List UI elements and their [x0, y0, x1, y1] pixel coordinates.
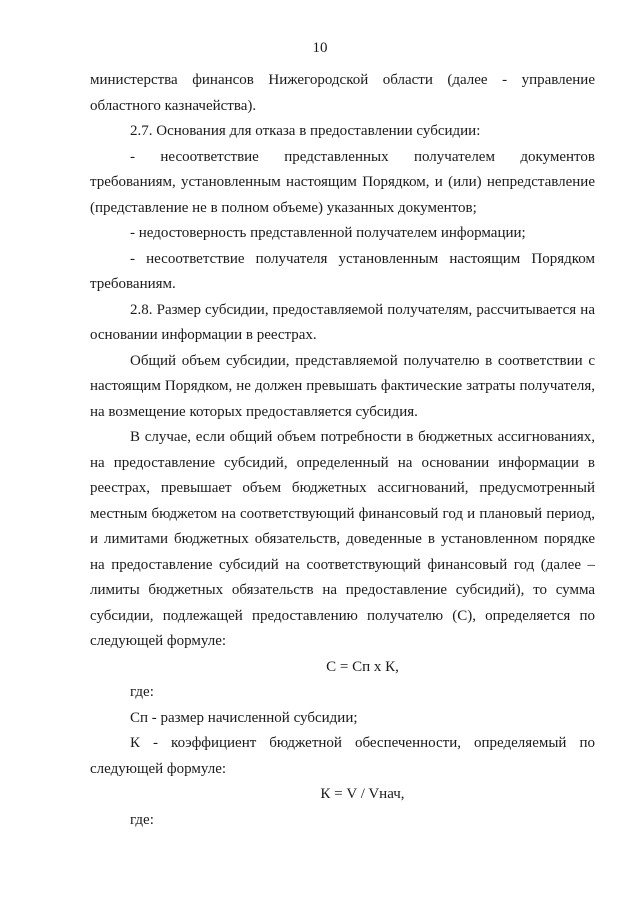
- paragraph-treasury-continuation: министерства финансов Нижегородской области (далее - управление областного казначейства).: [90, 72, 595, 114]
- formula-subsidy: С = Сп х К,: [326, 658, 399, 675]
- document-body: [90, 68, 595, 833]
- paragraph-refusal-noncompliance: - несоответствие получателя установленным настоящим Порядком требованиям.: [90, 250, 595, 292]
- paragraph-2-7-heading: 2.7. Основания для отказа в предоставлении субсидии:: [130, 123, 481, 139]
- paragraph-total-subsidy-limit: Общий объем субсидии, представляемой получателю в соответствии с настоящим Порядком, не должен превышать фактические затраты получателя, на возмещение которых предоставляется субсидия.: [90, 352, 595, 420]
- paragraph-budget-shortfall: В случае, если общий объем потребности в бюджетных ассигнованиях, на предоставление субсидий, определенный на основании информации в реестрах, превышает объем бюджетных ассигнований, предусмотренный местным бюджетом на соответствующий финансовый год и плановый период, и лимитами бюджетных обязательств, доведенные в установленном порядке на предоставление субсидий на соответствующий финансовый год (далее – лимиты бюджетных обязательств на предоставление субсидий), то сумма субсидии, подлежащей предоставлению получателю (С), определяется по следующей формуле:: [90, 429, 595, 649]
- paragraph-2-8-subsidy-size: 2.8. Размер субсидии, предоставляемой получателям, рассчитывается на основании информации в реестрах.: [90, 301, 595, 343]
- paragraph-where-2: где:: [130, 811, 154, 828]
- paragraph-where-1: где:: [130, 684, 154, 700]
- formula-coefficient: К = V / Vнач,: [320, 786, 405, 802]
- page-number: 10: [312, 40, 328, 56]
- paragraph-k-definition: К - коэффициент бюджетной обеспеченности, определяемый по следующей формуле:: [90, 735, 595, 777]
- paragraph-refusal-documents: - несоответствие представленных получателем документов требованиям, установленным настоящим Порядком, и (или) непредставление (представление не в полном объеме) указанных документов;: [90, 148, 595, 216]
- paragraph-refusal-unreliable-info: - недостоверность представленной получателем информации;: [130, 225, 526, 241]
- paragraph-sp-definition: Сп - размер начисленной субсидии;: [130, 709, 358, 726]
